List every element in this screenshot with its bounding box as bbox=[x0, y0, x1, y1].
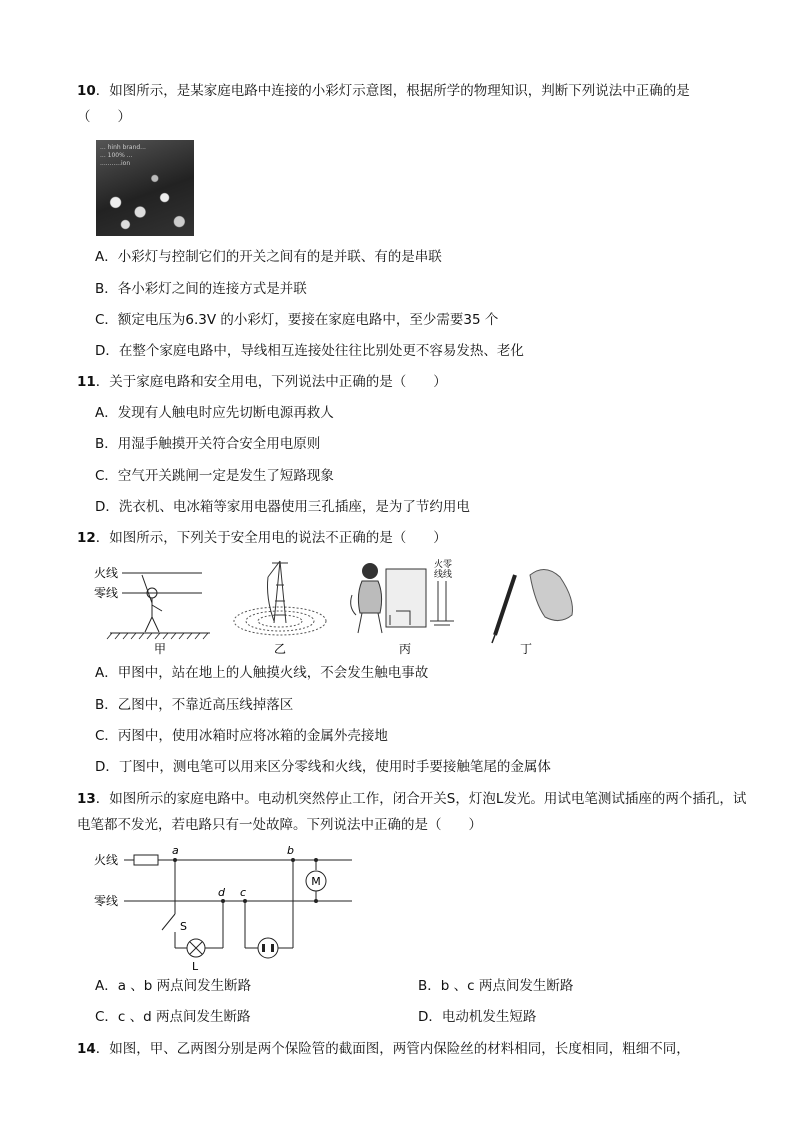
circuit-diagram bbox=[90, 842, 360, 972]
question-number: 14 bbox=[77, 1041, 96, 1057]
option[interactable]: C．c 、d 两点间发生断路 bbox=[95, 1009, 251, 1025]
point-b: b bbox=[287, 844, 294, 857]
option[interactable]: C．空气开关跳闸一定是发生了短路现象 bbox=[95, 468, 334, 484]
neutral-wire-label: 零线 bbox=[94, 586, 119, 600]
point-c: c bbox=[240, 886, 247, 899]
caption-jia: 甲 bbox=[153, 642, 167, 656]
option[interactable]: A．发现有人触电时应先切断电源再救人 bbox=[95, 405, 334, 421]
option[interactable]: A．小彩灯与控制它们的开关之间有的是并联、有的是串联 bbox=[95, 249, 442, 265]
socket-icon bbox=[258, 938, 278, 958]
caption-bing: 丙 bbox=[398, 642, 412, 656]
question-14-stem: 14．如图，甲、乙两图分别是两个保险管的截面图，两管内保险丝的材料相同，长度相同，粗细不同， bbox=[77, 1041, 690, 1057]
option[interactable]: A．a 、b 两点间发生断路 bbox=[95, 978, 252, 994]
figure-ding bbox=[492, 569, 573, 656]
question-number: 10 bbox=[77, 83, 96, 99]
option[interactable]: B．b 、c 两点间发生断路 bbox=[418, 978, 574, 994]
option[interactable]: A．甲图中，站在地上的人触摸火线，不会发生触电事故 bbox=[95, 665, 429, 681]
option[interactable]: B．用湿手触摸开关符合安全用电原则 bbox=[95, 436, 321, 452]
question-13-stem: 13．如图所示的家庭电路中。电动机突然停止工作，闭合开关S，灯泡L发光。用试电笔测试插座的两个插孔，试电笔都不发光，若电路只有一处故障。下列说法中正确的是（ ） bbox=[77, 791, 747, 833]
fridge-wire-label: 线线 bbox=[434, 570, 453, 580]
question-number: 12 bbox=[77, 530, 96, 546]
figure-yi bbox=[234, 561, 326, 656]
safety-figures bbox=[90, 555, 590, 660]
option[interactable]: D．洗衣机、电冰箱等家用电器使用三孔插座，是为了节约用电 bbox=[95, 499, 470, 515]
option[interactable]: D．在整个家庭电路中，导线相互连接处往往比别处更不容易发热、老化 bbox=[95, 343, 524, 359]
switch-label: S bbox=[180, 920, 187, 933]
caption-ding: 丁 bbox=[519, 642, 533, 656]
neutral-wire-label: 零线 bbox=[94, 894, 119, 908]
question-12-stem: 12．如图所示，下列关于安全用电的说法不正确的是（ ） bbox=[77, 530, 447, 546]
point-d: d bbox=[218, 886, 225, 899]
string-lights-photo bbox=[96, 140, 194, 236]
answer-blank: （ ） bbox=[77, 109, 131, 125]
motor-label: M bbox=[311, 875, 321, 888]
question-number: 13 bbox=[77, 791, 96, 807]
live-wire-label: 火线 bbox=[94, 566, 119, 580]
switch-s bbox=[162, 914, 175, 930]
photo-caption-text: ... hinh brand... ... 100% ... ...........ion bbox=[100, 144, 146, 167]
figure-jia bbox=[94, 565, 210, 656]
option[interactable]: C．丙图中，使用冰箱时应将冰箱的金属外壳接地 bbox=[95, 728, 388, 744]
point-a: a bbox=[172, 844, 179, 857]
question-10-stem: 10．如图所示，是某家庭电路中连接的小彩灯示意图，根据所学的物理知识，判断下列说法中正确的是 （ ） bbox=[77, 83, 690, 125]
option[interactable]: C．额定电压为6.3V 的小彩灯，要接在家庭电路中，至少需要35 个 bbox=[95, 312, 499, 328]
fridge-wire-label: 火零 bbox=[434, 560, 453, 570]
live-wire-label: 火线 bbox=[94, 853, 119, 867]
lamp-label: L bbox=[192, 960, 199, 972]
option[interactable]: B．各小彩灯之间的连接方式是并联 bbox=[95, 281, 307, 297]
option[interactable]: B．乙图中，不靠近高压线掉落区 bbox=[95, 697, 294, 713]
option[interactable]: D．丁图中，测电笔可以用来区分零线和火线，使用时手要接触笔尾的金属体 bbox=[95, 759, 551, 775]
question-11-stem: 11．关于家庭电路和安全用电，下列说法中正确的是（ ） bbox=[77, 374, 447, 390]
question-number: 11 bbox=[77, 374, 96, 390]
option[interactable]: D．电动机发生短路 bbox=[418, 1009, 537, 1025]
caption-yi: 乙 bbox=[273, 642, 287, 656]
figure-bing bbox=[351, 558, 454, 656]
